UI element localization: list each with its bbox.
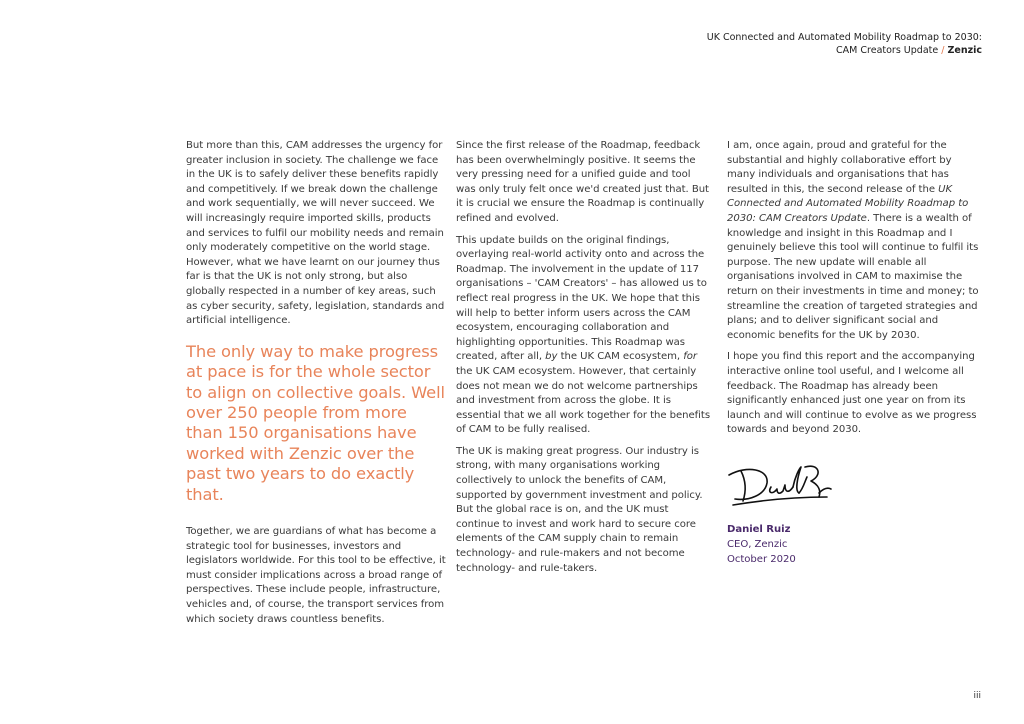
body-paragraph: Since the first release of the Roadmap, feedback has been overwhelmingly positive. It seems the very pressing need for a unified guide and tool was only truly felt once we'd created just that. But it is crucial we ensure the Roadmap is continually refined and evolved. [456,140,709,224]
signer-date: October 2020 [727,553,796,565]
emphasis: by [545,351,558,363]
running-header [707,31,982,57]
header-title-line: UK Connected and Automated Mobility Roadmap to 2030: [706,32,982,43]
emphasis: for [683,351,697,363]
text-run: the UK CAM ecosystem, [557,351,684,363]
body-paragraph: Together, we are guardians of what has become a strategic tool for businesses, investors and legislators worldwide. For this tool to be effective, it must consider implications across a broad range of perspectives. These include people, infrastructure, vehicles and, of course, the transport services from which society draws countless benefits. [186,525,446,625]
text-column-1 [186,139,448,627]
document-title-italic: UK Connected and Automated Mobility Roadmap to 2030: CAM Creators Update [727,183,969,224]
page-number: iii [973,691,981,701]
signer-name: Daniel Ruiz [727,523,791,535]
text-run: This update builds on the original findings, overlaying real-world activity onto and across the Roadmap. The involvement in the update of 117 organisations – 'CAM Creators' – has allowed us to reflect real progress in the UK. We hope that this will help to better inform users across the CAM ecosystem, encouraging collaboration and highlighting opportunities. This Roadmap was created, after all, [456,234,707,363]
signer-role: CEO, Zenzic [727,538,788,550]
body-paragraph: But more than this, CAM addresses the urgency for greater inclusion in society. The challenge we face in the UK is to safely deliver these benefits rapidly and competitively. If we break down the challenge and work sequentially, we will never succeed. We will increasingly require imported skills, products and services to fulfil our mobility needs and remain only moderately competitive on the world stage. However, what we have learnt on our journey thus far is that the UK is not only strong, but also globally respected in a number of key areas, such as cyber security, safety, legislation, standards and artificial intelligence. [186,140,445,327]
text-run: the UK CAM ecosystem. However, that certainly does not mean we do not welcome partnerships and investment from across the globe. It is essential that we all work together for the benefits of CAM to be fully realised. [456,365,711,436]
header-separator: / [941,45,945,56]
text-column-2 [456,139,712,576]
text-run: . There is a wealth of knowledge and insight in this Roadmap and I genuinely believe this tool will continue to fulfil its purpose. The new update will enable all organisations involved in CAM to maximise the return on their investments in time and money; to streamline the creation of targeted strategies and plans; and to deliver significant social and economic benefits for the UK by 2030. [727,212,979,341]
header-subtitle-line [707,44,982,57]
handwritten-signature [727,463,837,513]
text-column-3 [727,139,979,567]
body-paragraph [727,139,979,343]
body-paragraph: I hope you find this report and the accompanying interactive online tool useful, and I welcome all feedback. The Roadmap has already been significantly enhanced just one year on from its launch and will continue to evolve as we progress towards and beyond 2030. [727,351,977,436]
body-paragraph [456,234,712,438]
text-run: I am, once again, proud and grateful for the substantial and highly collaborative effort by many individuals and organisations that has resulted in this, the second release of the [727,140,952,195]
header-brand: Zenzic [947,45,982,56]
pull-quote: The only way to make progress at pace is for the whole sector to align on collective goals. Well over 250 people from more than 150 organisations have worked with Zenzic over the past two years to do exactly that. [186,341,445,504]
header-subtitle: CAM Creators Update [836,45,939,56]
body-paragraph: The UK is making great progress. Our industry is strong, with many organisations working collectively to unlock the benefits of CAM, supported by government investment and policy. But the global race is on, and the UK must continue to invest and work hard to secure core elements of the CAM supply chain to remain technology- and rule-makers and not become technology- and rule-takers. [456,445,703,574]
